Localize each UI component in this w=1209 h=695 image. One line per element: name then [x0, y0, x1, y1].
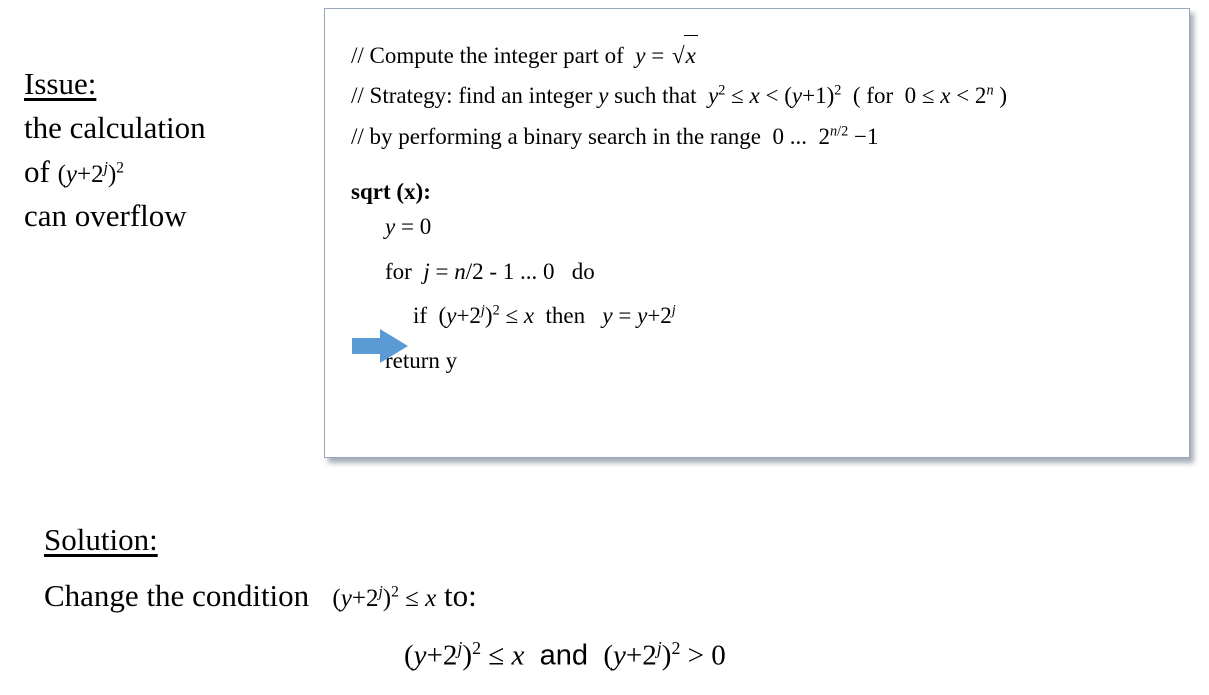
- comment-line-2: // Strategy: find an integer y such that $y^2 \le x < (y+1)^2$ ( for $0 \le x < 2^n$ ): [351, 82, 1007, 109]
- solution-block: [44, 522, 1184, 673]
- code-line-init: y = 0: [385, 213, 432, 239]
- code-line-return: return y: [385, 348, 458, 374]
- issue-formula: $(y+2^j)^2$: [57, 159, 125, 189]
- function-signature: sqrt (x):: [351, 178, 431, 204]
- code-line-for: for j = n/2 - 1 ... 0 do: [385, 258, 595, 284]
- arrow-head: [380, 329, 408, 363]
- arrow-tail: [352, 338, 382, 354]
- code-line-if: if $(y+2^j)^2 \le x$ then $y = y+2^j$: [413, 302, 676, 329]
- right-arrow-icon: [352, 329, 410, 363]
- issue-heading: Issue:: [24, 66, 97, 101]
- issue-line-1: the calculation: [24, 110, 206, 146]
- comment-line-1: // Compute the integer part of y = √x: [351, 35, 1167, 76]
- solution-heading: Solution:: [44, 522, 158, 557]
- issue-line-2: [24, 150, 304, 194]
- solution-final-formula: $(y+2^j)^2 \le x$ and $(y+2^j)^2 > 0$: [404, 638, 726, 672]
- issue-block: [24, 62, 304, 238]
- code-box-content: [325, 9, 1189, 394]
- solution-line: Change the condition $(y+2^j)^2 \le x$ to:: [44, 578, 477, 613]
- issue-line-3: can overflow: [24, 198, 187, 234]
- issue-line-2-prefix: of: [24, 154, 50, 190]
- code-box: [324, 8, 1190, 458]
- comment-line-3: // by performing a binary search in the range 0 ... $2^{n/2} -1$: [351, 122, 879, 149]
